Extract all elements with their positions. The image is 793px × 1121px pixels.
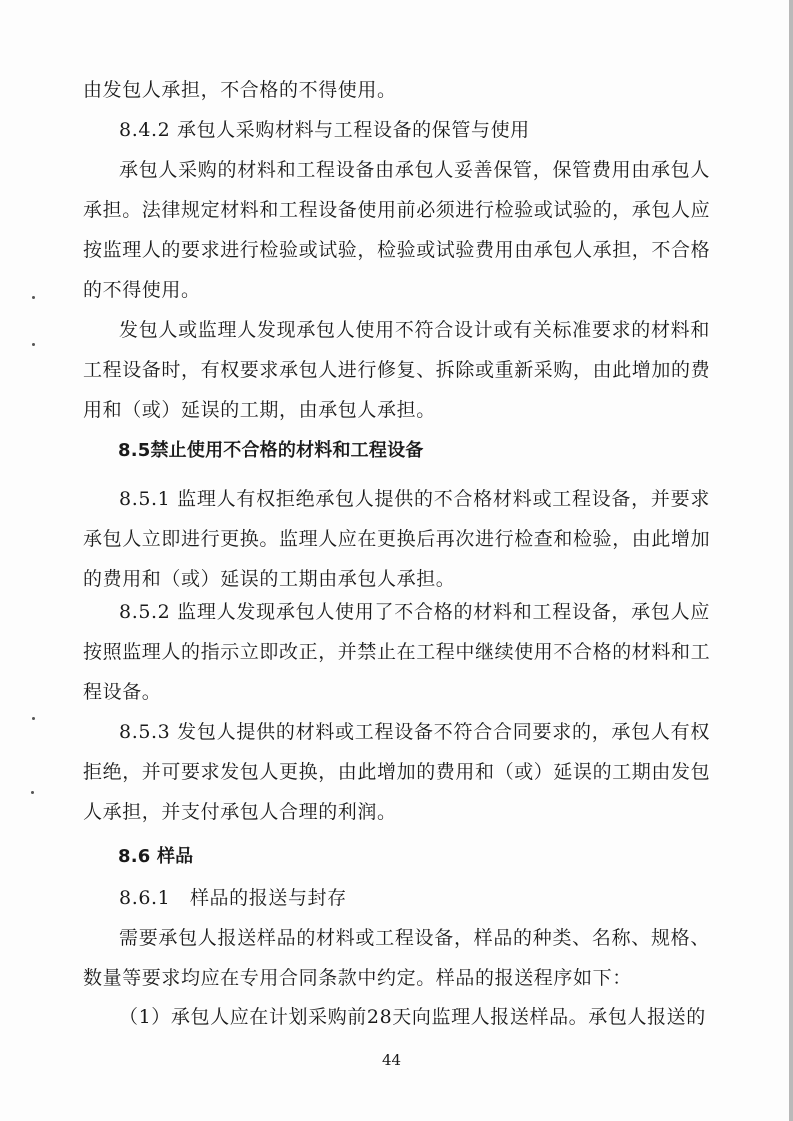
- scan-speck: [32, 296, 35, 299]
- text-line: 工程设备时，有权要求承包人进行修复、拆除或重新采购，由此增加的费: [83, 359, 711, 381]
- text-line: 按照监理人的指示立即改正，并禁止在工程中继续使用不合格的材料和工: [83, 641, 711, 663]
- text-line: （1）承包人应在计划采购前28天向监理人报送样品。承包人报送的: [119, 1006, 706, 1028]
- text-line: 由发包人承担，不合格的不得使用。: [83, 79, 397, 101]
- page-number: 44: [382, 1051, 402, 1069]
- scan-edge: [789, 0, 793, 1121]
- text-line: 承包人采购的材料和工程设备由承包人妥善保管，保管费用由承包人: [119, 159, 710, 181]
- text-line: 的费用和（或）延误的工期由承包人承担。: [83, 568, 456, 590]
- scan-speck: [32, 343, 35, 346]
- text-line: 按监理人的要求进行检验或试验，检验或试验费用由承包人承担，不合格: [83, 239, 711, 261]
- text-line: 的不得使用。: [83, 279, 201, 301]
- scan-speck: [31, 791, 34, 794]
- text-line: 用和（或）延误的工期，由承包人承担。: [83, 399, 436, 421]
- text-line: 程设备。: [83, 681, 162, 703]
- section-heading-8-5: 8.5禁止使用不合格的材料和工程设备: [118, 440, 424, 461]
- text-line: 8.5.3 发包人提供的材料或工程设备不符合合同要求的，承包人有权: [119, 721, 710, 743]
- text-line: 拒绝，并可要求发包人更换，由此增加的费用和（或）延误的工期由发包: [83, 761, 711, 783]
- text-line: 发包人或监理人发现承包人使用不符合设计或有关标准要求的材料和: [119, 319, 710, 341]
- scan-speck: [32, 717, 35, 720]
- text-line: 数量等要求均应在专用合同条款中约定。样品的报送程序如下：: [83, 967, 632, 989]
- text-line: 8.5.2 监理人发现承包人使用了不合格的材料和工程设备，承包人应: [119, 601, 710, 623]
- text-line: 人承担，并支付承包人合理的利润。: [83, 801, 397, 823]
- text-line: 需要承包人报送样品的材料或工程设备，样品的种类、名称、规格、: [119, 927, 710, 949]
- text-line: 8.5.1 监理人有权拒绝承包人提供的不合格材料或工程设备，并要求: [119, 488, 710, 510]
- section-heading-8-6-1: 8.6.1 样品的报送与封存: [119, 887, 347, 909]
- section-heading-8-6: 8.6 样品: [118, 846, 194, 867]
- text-line: 承担。法律规定材料和工程设备使用前必须进行检验或试验的，承包人应: [83, 199, 711, 221]
- section-heading-8-4-2: 8.4.2 承包人采购材料与工程设备的保管与使用: [119, 119, 530, 141]
- text-line: 承包人立即进行更换。监理人应在更换后再次进行检查和检验，由此增加: [83, 528, 711, 550]
